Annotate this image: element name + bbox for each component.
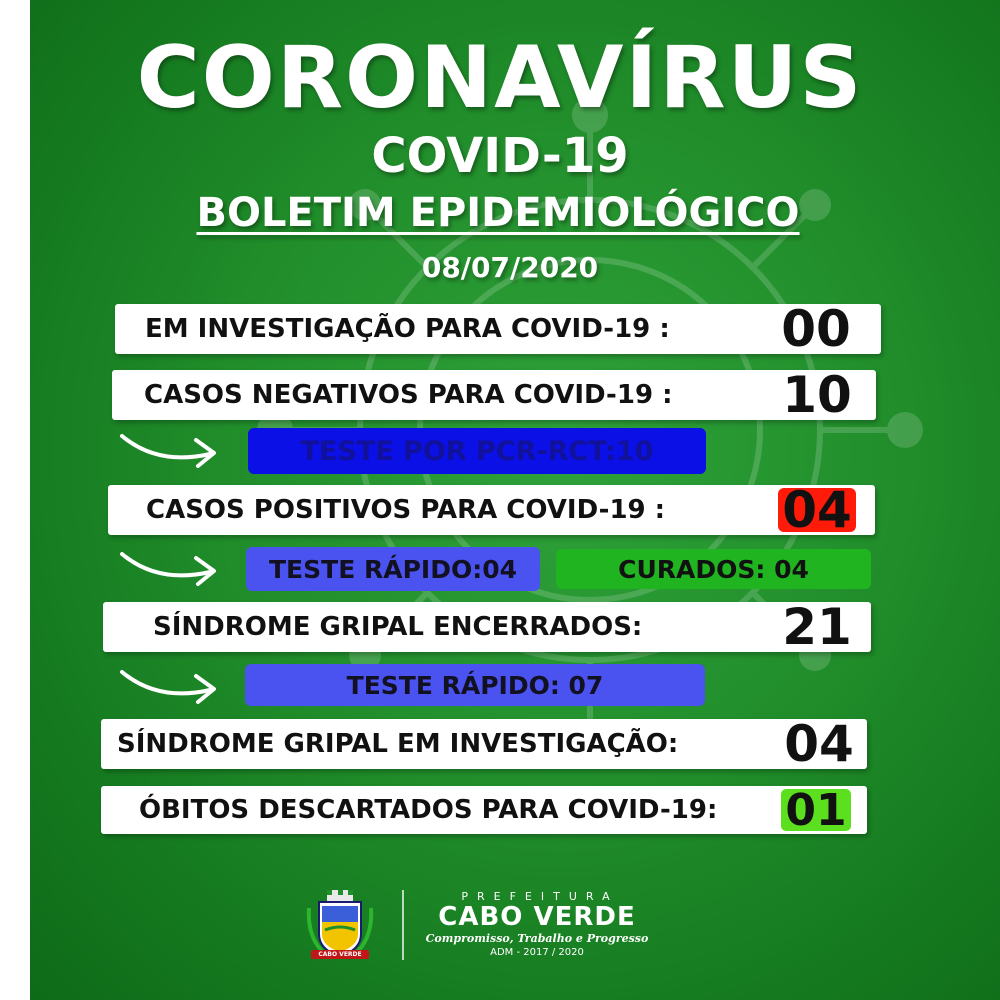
row-casos-negativos bbox=[112, 366, 876, 424]
row-sindrome-encerrados bbox=[103, 598, 871, 656]
row-value: 10 bbox=[782, 366, 852, 424]
row-value: 01 bbox=[781, 789, 851, 831]
row-sindrome-investigacao bbox=[101, 715, 867, 773]
administration-period: ADM - 2017 / 2020 bbox=[490, 947, 584, 958]
row-label: SÍNDROME GRIPAL EM INVESTIGAÇÃO: bbox=[117, 729, 679, 759]
city-name: CABO VERDE bbox=[438, 902, 636, 932]
cured-badge: CURADOS: 04 bbox=[556, 549, 871, 589]
bulletin-heading: BOLETIM EPIDEMIOLÓGICO bbox=[196, 190, 800, 236]
page-title: CORONAVÍRUS bbox=[136, 28, 864, 128]
rapid-test-positive-badge: TESTE RÁPIDO:04 bbox=[246, 547, 540, 591]
arrow-icon bbox=[118, 662, 228, 708]
row-value: 21 bbox=[782, 598, 852, 656]
arrow-icon bbox=[118, 544, 228, 590]
rapid-test-gripal-badge: TESTE RÁPIDO: 07 bbox=[245, 664, 705, 706]
row-label: EM INVESTIGAÇÃO PARA COVID-19 : bbox=[145, 314, 670, 344]
row-label: CASOS NEGATIVOS PARA COVID-19 : bbox=[144, 380, 673, 410]
row-value: 04 bbox=[784, 715, 854, 773]
city-slogan: Compromisso, Trabalho e Progresso bbox=[425, 932, 649, 945]
row-label: SÍNDROME GRIPAL ENCERRADOS: bbox=[153, 612, 643, 642]
pcr-test-badge: TESTE POR PCR-RCT:10 bbox=[248, 428, 706, 474]
footer-divider bbox=[402, 890, 404, 960]
row-label: CASOS POSITIVOS PARA COVID-19 : bbox=[146, 495, 666, 525]
row-value: 00 bbox=[781, 300, 851, 358]
row-em-investigacao bbox=[115, 300, 881, 358]
page-subtitle: COVID-19 bbox=[371, 128, 629, 184]
bulletin-date: 08/07/2020 bbox=[421, 251, 599, 284]
crest-label: CABO VERDE bbox=[318, 951, 362, 958]
prefeitura-label: PREFEITURA bbox=[461, 890, 619, 903]
row-label: ÓBITOS DESCARTADOS PARA COVID-19: bbox=[139, 795, 718, 825]
row-obitos-descartados bbox=[101, 786, 867, 834]
arrow-icon bbox=[118, 426, 228, 472]
row-casos-positivos bbox=[108, 481, 875, 539]
row-value: 04 bbox=[778, 488, 856, 532]
